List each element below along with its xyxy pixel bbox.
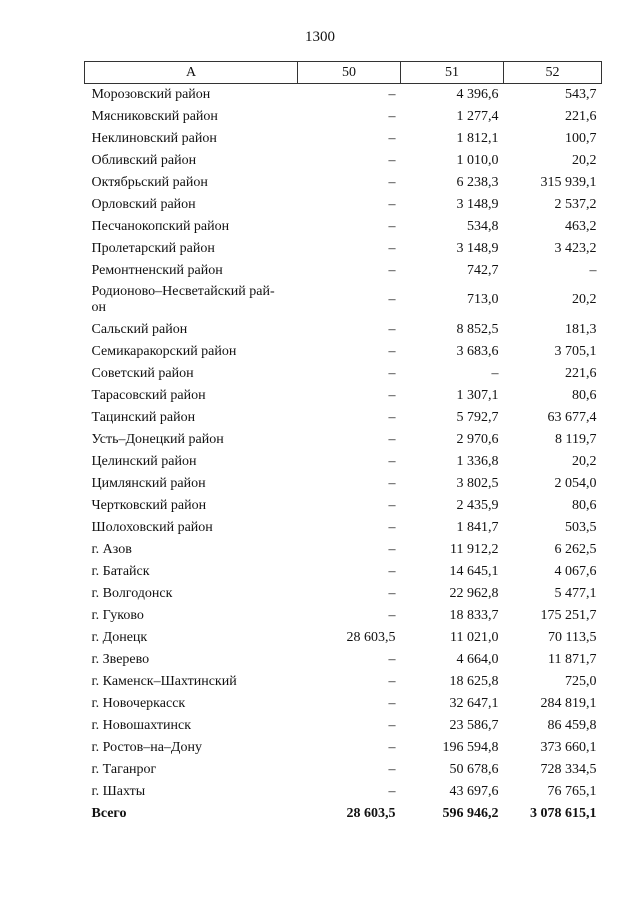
table-row (85, 561, 602, 583)
table-row (85, 781, 602, 803)
value-col-52: 76 765,1 (547, 783, 597, 799)
value-col-52: 725,0 (565, 673, 597, 689)
value-col-52: 463,2 (565, 218, 597, 234)
value-col-51: 1 336,8 (456, 453, 499, 469)
total-label: Всего (91, 805, 127, 821)
row-name: г. Батайск (91, 563, 150, 579)
value-col-50: – (388, 240, 396, 256)
table-body (85, 84, 602, 825)
value-col-52: 20,2 (572, 152, 597, 168)
table-row (85, 363, 602, 385)
value-col-52: 3 423,2 (554, 240, 597, 256)
total-value-col-51: 596 946,2 (442, 805, 499, 821)
value-col-52: 2 054,0 (554, 475, 597, 491)
row-name: Усть–Донецкий район (91, 431, 224, 447)
value-col-51: 8 852,5 (456, 321, 499, 337)
row-name: Целинский район (91, 453, 197, 469)
table-row (85, 84, 602, 106)
value-col-50: – (388, 292, 396, 307)
row-name: г. Зверево (91, 651, 150, 667)
row-name: г. Ростов–на–Дону (91, 739, 202, 755)
row-name: г. Донецк (91, 629, 148, 645)
total-value-col-52: 3 078 615,1 (530, 805, 597, 821)
value-col-51: 18 833,7 (449, 607, 499, 623)
value-col-51: 2 970,6 (456, 431, 499, 447)
table-row (85, 649, 602, 671)
value-col-52: 221,6 (565, 365, 597, 381)
column-header-a: А (85, 62, 298, 84)
value-col-52: 86 459,8 (547, 717, 597, 733)
value-col-51: 3 802,5 (456, 475, 499, 491)
value-col-50: – (388, 108, 396, 124)
row-name: Пролетарский район (91, 240, 215, 256)
value-col-52: 284 819,1 (540, 695, 597, 711)
value-col-51: 22 962,8 (449, 585, 499, 601)
value-col-51: – (491, 365, 499, 381)
value-col-52: – (589, 262, 597, 278)
table-row (85, 693, 602, 715)
value-col-52: 20,2 (572, 453, 597, 469)
value-col-51: 742,7 (467, 262, 499, 278)
table-row (85, 319, 602, 341)
value-col-51: 534,8 (467, 218, 499, 234)
value-col-50: 28 603,5 (346, 629, 396, 645)
value-col-52: 11 871,7 (548, 651, 597, 667)
table-row (85, 759, 602, 781)
row-name: Родионово–Несветайский рай- он (91, 284, 275, 315)
value-col-52: 175 251,7 (540, 607, 597, 623)
table-row (85, 715, 602, 737)
value-col-50: – (388, 453, 396, 469)
value-col-50: – (388, 86, 396, 102)
table-row (85, 627, 602, 649)
row-name: г. Новошахтинск (91, 717, 192, 733)
value-col-51: 5 792,7 (456, 409, 499, 425)
table-row (85, 128, 602, 150)
row-name: г. Каменск–Шахтинский (91, 673, 237, 689)
row-name: Мясниковский район (91, 108, 218, 124)
row-name: Советский район (91, 365, 194, 381)
value-col-51: 1 307,1 (456, 387, 499, 403)
value-col-51: 18 625,8 (449, 673, 499, 689)
value-col-50: – (388, 409, 396, 425)
table-row (85, 385, 602, 407)
value-col-52: 80,6 (572, 387, 597, 403)
value-col-52: 80,6 (572, 497, 597, 513)
value-col-50: – (388, 152, 396, 168)
value-col-50: – (388, 761, 396, 777)
value-col-50: – (388, 497, 396, 513)
value-col-51: 2 435,9 (456, 497, 499, 513)
value-col-51: 3 148,9 (456, 196, 499, 212)
value-col-51: 1 812,1 (456, 130, 499, 146)
value-col-51: 32 647,1 (449, 695, 499, 711)
table-row (85, 282, 602, 319)
value-col-50: – (388, 783, 396, 799)
value-col-50: – (388, 519, 396, 535)
value-col-51: 3 148,9 (456, 240, 499, 256)
value-col-52: 181,3 (565, 321, 597, 337)
table-row (85, 238, 602, 260)
table-total-row (85, 803, 602, 825)
value-col-52: 100,7 (565, 130, 597, 146)
row-name: г. Азов (91, 541, 132, 557)
value-col-50: – (388, 607, 396, 623)
row-name: г. Таганрог (91, 761, 157, 777)
table-row (85, 473, 602, 495)
value-col-50: – (388, 541, 396, 557)
table-row (85, 341, 602, 363)
page-number: 1300 (305, 29, 335, 45)
value-col-50: – (388, 196, 396, 212)
value-col-51: 713,0 (467, 292, 499, 307)
value-col-52: 221,6 (565, 108, 597, 124)
row-name: Неклиновский район (91, 130, 217, 146)
value-col-51: 3 683,6 (456, 343, 499, 359)
value-col-50: – (388, 262, 396, 278)
row-name: Чертковский район (91, 497, 207, 513)
row-name: Морозовский район (91, 86, 211, 102)
row-name: г. Новочеркасск (91, 695, 186, 711)
value-col-52: 8 119,7 (555, 431, 597, 447)
value-col-50: – (388, 130, 396, 146)
row-name: Обливский район (91, 152, 197, 168)
value-col-52: 315 939,1 (540, 174, 597, 190)
row-name: г. Шахты (91, 783, 146, 799)
value-col-50: – (388, 321, 396, 337)
table-row (85, 605, 602, 627)
data-table (84, 61, 602, 825)
value-col-51: 1 841,7 (456, 519, 499, 535)
row-name: Цимлянский район (91, 475, 206, 491)
value-col-50: – (388, 717, 396, 733)
value-col-50: – (388, 431, 396, 447)
table-row (85, 194, 602, 216)
value-col-52: 70 113,5 (548, 629, 597, 645)
value-col-51: 4 664,0 (456, 651, 499, 667)
value-col-50: – (388, 365, 396, 381)
value-col-50: – (388, 218, 396, 234)
value-col-51: 1 010,0 (456, 152, 499, 168)
value-col-51: 6 238,3 (456, 174, 499, 190)
table-row (85, 260, 602, 282)
table-row (85, 671, 602, 693)
row-name: Тацинский район (91, 409, 196, 425)
row-name: Ремонтненский район (91, 262, 223, 278)
table-row (85, 583, 602, 605)
value-col-51: 23 586,7 (449, 717, 499, 733)
value-col-50: – (388, 563, 396, 579)
row-name: Песчанокопский район (91, 218, 230, 234)
value-col-50: – (388, 585, 396, 601)
table-row (85, 495, 602, 517)
row-name: г. Гуково (91, 607, 144, 623)
row-name: Сальский район (91, 321, 188, 337)
table-row (85, 150, 602, 172)
value-col-52: 2 537,2 (554, 196, 597, 212)
value-col-51: 43 697,6 (449, 783, 499, 799)
table-header-row (85, 62, 602, 84)
value-col-51: 50 678,6 (449, 761, 499, 777)
value-col-50: – (388, 739, 396, 755)
column-header-52: 52 (504, 62, 602, 84)
value-col-51: 1 277,4 (456, 108, 499, 124)
value-col-52: 5 477,1 (554, 585, 597, 601)
value-col-52: 63 677,4 (547, 409, 597, 425)
row-name: Октябрьский район (91, 174, 208, 190)
value-col-52: 503,5 (565, 519, 597, 535)
table-row (85, 429, 602, 451)
column-header-51: 51 (401, 62, 504, 84)
value-col-51: 14 645,1 (449, 563, 499, 579)
row-name: Тарасовский район (91, 387, 206, 403)
value-col-50: – (388, 387, 396, 403)
table-row (85, 451, 602, 473)
value-col-52: 6 262,5 (554, 541, 597, 557)
table-row (85, 172, 602, 194)
table-row (85, 407, 602, 429)
value-col-52: 373 660,1 (540, 739, 597, 755)
value-col-50: – (388, 174, 396, 190)
value-col-50: – (388, 651, 396, 667)
value-col-50: – (388, 343, 396, 359)
value-col-52: 543,7 (565, 86, 597, 102)
row-name: г. Волгодонск (91, 585, 173, 601)
row-name: Семикаракорский район (91, 343, 237, 359)
value-col-52: 3 705,1 (554, 343, 597, 359)
row-name: Орловский район (91, 196, 196, 212)
value-col-52: 4 067,6 (554, 563, 597, 579)
value-col-50: – (388, 475, 396, 491)
column-header-50: 50 (298, 62, 401, 84)
table-row (85, 737, 602, 759)
table-row (85, 539, 602, 561)
row-name: Шолоховский район (91, 519, 213, 535)
value-col-51: 4 396,6 (456, 86, 499, 102)
value-col-52: 20,2 (572, 292, 597, 307)
value-col-51: 11 912,2 (450, 541, 499, 557)
total-value-col-50: 28 603,5 (346, 805, 396, 821)
value-col-51: 11 021,0 (450, 629, 499, 645)
value-col-50: – (388, 673, 396, 689)
table-row (85, 106, 602, 128)
table-row (85, 517, 602, 539)
value-col-52: 728 334,5 (540, 761, 597, 777)
value-col-51: 196 594,8 (442, 739, 499, 755)
value-col-50: – (388, 695, 396, 711)
table-row (85, 216, 602, 238)
